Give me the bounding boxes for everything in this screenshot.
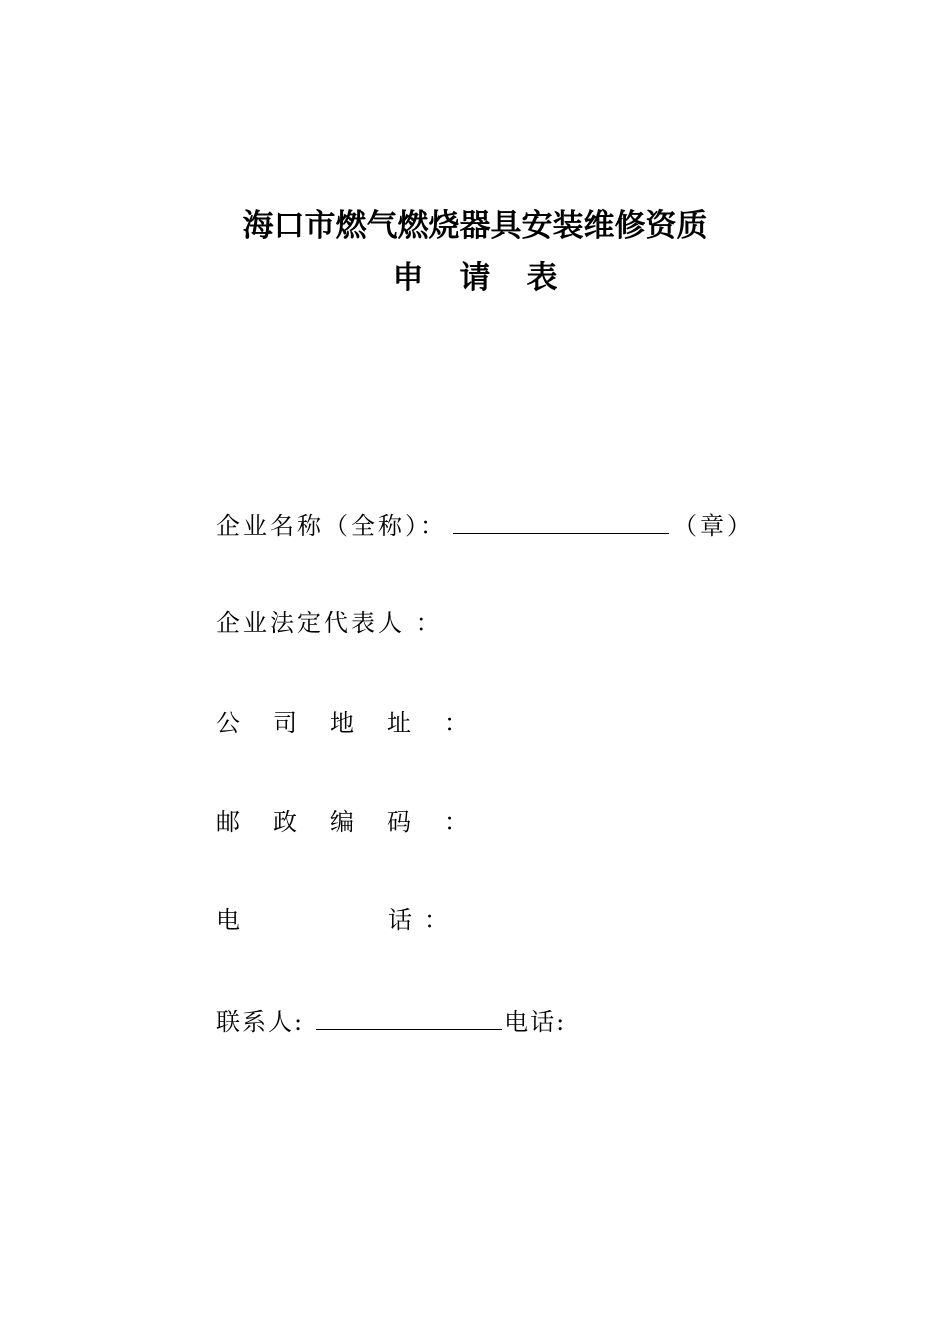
contact-person-label: 联系人: (216, 1008, 305, 1036)
contact-field (216, 1003, 566, 1038)
legal-representative-label: 企业法定代表人 ： (216, 609, 443, 637)
postcode-label: 邮政编码 (216, 808, 444, 836)
phone-colon: ： (424, 906, 448, 934)
company-name-label: 企业名称（全称）： (216, 512, 447, 540)
phone-label-first: 电 (216, 906, 240, 934)
company-name-input-line[interactable] (453, 507, 669, 534)
seal-label: （章） (673, 512, 754, 540)
company-address-field (216, 707, 468, 739)
company-address-label: 公司地址 (216, 709, 444, 737)
contact-person-input-line[interactable] (316, 1003, 502, 1030)
phone-label-last: 话 (388, 906, 424, 934)
form-title: 海口市燃气燃烧器具安装维修资质 (242, 208, 708, 244)
postcode-field (216, 806, 468, 838)
company-name-field (216, 507, 754, 542)
legal-representative-field (216, 607, 443, 639)
form-subtitle: 申请表 (392, 260, 594, 296)
phone-field (216, 904, 448, 936)
contact-phone-label: 电话: (504, 1008, 567, 1036)
company-address-colon: ： (444, 709, 468, 737)
postcode-colon: ： (444, 808, 468, 836)
